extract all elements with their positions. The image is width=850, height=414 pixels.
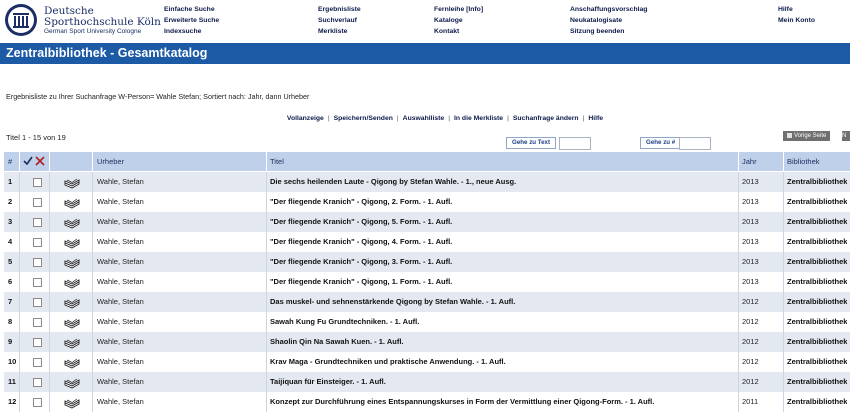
nav-einfache-suche[interactable]: Einfache Suche: [164, 6, 215, 13]
university-logo[interactable]: [4, 3, 164, 37]
row-title-link[interactable]: "Der fliegende Kranich" - Qigong, 5. Form. - 1. Aufl.: [270, 217, 453, 226]
page-title-bar: [0, 43, 850, 64]
row-number: 5: [8, 257, 13, 266]
action-speichern-senden[interactable]: Speichern/Senden: [333, 115, 393, 122]
row-select-checkbox[interactable]: [33, 198, 42, 207]
book-icon[interactable]: [64, 396, 80, 408]
row-number: 7: [8, 297, 13, 306]
row-title-link[interactable]: Krav Maga - Grundtechniken und praktische Anwendung. - 1. Aufl.: [270, 357, 506, 366]
column-author-header[interactable]: Urheber: [97, 157, 125, 166]
book-icon[interactable]: [64, 296, 80, 308]
row-title-link[interactable]: "Der fliegende Kranich" - Qigong, 1. Form. - 1. Aufl.: [270, 277, 453, 286]
results-table-header: [4, 152, 850, 171]
row-number: 6: [8, 277, 13, 286]
row-select-checkbox[interactable]: [33, 278, 42, 287]
row-number: 8: [8, 317, 13, 326]
nav-merkliste[interactable]: Merkliste: [318, 28, 348, 35]
row-title-link[interactable]: "Der fliegende Kranich" - Qigong, 3. Form. - 1. Aufl.: [270, 257, 453, 266]
column-year-header[interactable]: Jahr: [742, 157, 757, 166]
row-year: 2013: [742, 277, 759, 286]
logo-text-line1: Deutsche: [44, 5, 94, 17]
book-icon[interactable]: [64, 316, 80, 328]
row-author: Wahle, Stefan: [97, 237, 144, 246]
select-all-checkmark-icon[interactable]: [23, 156, 33, 166]
nav-mein-konto[interactable]: Mein Konto: [778, 17, 815, 24]
row-author: Wahle, Stefan: [97, 337, 144, 346]
table-row: [4, 272, 850, 292]
table-row: [4, 312, 850, 332]
row-library: Zentralbibliothek: [787, 297, 848, 306]
row-number: 10: [8, 357, 17, 366]
nav-anschaffungsvorschlag[interactable]: Anschaffungsvorschlag: [570, 6, 648, 13]
table-row: [4, 292, 850, 312]
row-title-link[interactable]: Shaolin Qin Na Sawah Kuen. - 1. Aufl.: [270, 337, 404, 346]
next-page-label: N: [842, 133, 847, 139]
row-author: Wahle, Stefan: [97, 277, 144, 286]
row-select-checkbox[interactable]: [33, 218, 42, 227]
row-author: Wahle, Stefan: [97, 317, 144, 326]
row-number: 2: [8, 197, 13, 206]
nav-hilfe[interactable]: Hilfe: [778, 6, 793, 13]
row-year: 2013: [742, 177, 759, 186]
nav-suchverlauf[interactable]: Suchverlauf: [318, 17, 357, 24]
row-author: Wahle, Stefan: [97, 257, 144, 266]
search-query-summary: Ergebnisliste zu Ihrer Suchanfrage W-Person= Wahle Stefan; Sortiert nach: Jahr, dann Urheber: [6, 92, 310, 101]
nav-neukatalogisate[interactable]: Neukatalogisate: [570, 17, 623, 24]
row-author: Wahle, Stefan: [97, 357, 144, 366]
row-author: Wahle, Stefan: [97, 217, 144, 226]
logo-text-line3: German Sport University Cologne: [44, 28, 142, 35]
row-select-checkbox[interactable]: [33, 178, 42, 187]
row-library: Zentralbibliothek: [787, 217, 848, 226]
row-library: Zentralbibliothek: [787, 397, 848, 406]
nav-ergebnisliste[interactable]: Ergebnisliste: [318, 6, 361, 13]
row-year: 2012: [742, 317, 759, 326]
row-library: Zentralbibliothek: [787, 237, 848, 246]
action-suchanfrage-aendern[interactable]: Suchanfrage ändern: [512, 115, 579, 122]
row-title-link[interactable]: "Der fliegende Kranich" - Qigong, 4. Form. - 1. Aufl.: [270, 237, 453, 246]
nav-fernleihe[interactable]: Fernleihe [Info]: [434, 6, 484, 13]
deselect-all-x-icon[interactable]: [35, 156, 45, 166]
row-year: 2013: [742, 217, 759, 226]
book-icon[interactable]: [64, 256, 80, 268]
logo-text-line2: Sporthochschule Köln: [44, 16, 161, 28]
action-auswahlliste[interactable]: Auswahlliste: [402, 115, 445, 122]
column-title-header[interactable]: Titel: [270, 157, 284, 166]
table-row: [4, 392, 850, 412]
nav-indexsuche[interactable]: Indexsuche: [164, 28, 202, 35]
result-actions-bar: Vollanzeige | Speichern/Senden | Auswahlliste | In die Merkliste | Suchanfrage ändern | Hilfe: [286, 115, 604, 122]
row-year: 2013: [742, 237, 759, 246]
book-icon[interactable]: [64, 336, 80, 348]
book-icon[interactable]: [64, 216, 80, 228]
row-library: Zentralbibliothek: [787, 257, 848, 266]
table-row: [4, 332, 850, 352]
row-library: Zentralbibliothek: [787, 277, 848, 286]
row-select-checkbox[interactable]: [33, 338, 42, 347]
row-year: 2013: [742, 257, 759, 266]
row-author: Wahle, Stefan: [97, 397, 144, 406]
row-library: Zentralbibliothek: [787, 197, 848, 206]
book-icon[interactable]: [64, 196, 80, 208]
row-select-checkbox[interactable]: [33, 398, 42, 407]
row-select-checkbox[interactable]: [33, 378, 42, 387]
goto-text-button[interactable]: Gehe zu Text: [506, 137, 556, 149]
nav-kataloge[interactable]: Kataloge: [434, 17, 463, 24]
table-row: [4, 192, 850, 212]
action-hilfe[interactable]: Hilfe: [588, 115, 604, 122]
goto-text-input[interactable]: [559, 137, 591, 150]
result-count: Titel 1 - 15 von 19: [6, 133, 66, 142]
row-number: 12: [8, 397, 17, 406]
row-year: 2012: [742, 337, 759, 346]
row-author: Wahle, Stefan: [97, 177, 144, 186]
row-year: 2012: [742, 357, 759, 366]
book-icon[interactable]: [64, 236, 80, 248]
row-author: Wahle, Stefan: [97, 297, 144, 306]
table-row: [4, 212, 850, 232]
next-page-button[interactable]: [842, 131, 850, 141]
row-select-checkbox[interactable]: [33, 298, 42, 307]
row-title-link[interactable]: Konzept zur Durchführung eines Entspannungskurses in Form der Vermittlung einer Qigong-Form. - 1. Aufl.: [270, 397, 655, 406]
row-year: 2013: [742, 197, 759, 206]
nav-erweiterte-suche[interactable]: Erweiterte Suche: [164, 17, 220, 24]
table-row: [4, 252, 850, 272]
row-title-link[interactable]: Sawah Kung Fu Grundtechniken. - 1. Aufl.: [270, 317, 420, 326]
goto-number-button[interactable]: Gehe zu #: [640, 137, 681, 149]
row-author: Wahle, Stefan: [97, 197, 144, 206]
row-year: 2012: [742, 297, 759, 306]
row-title-link[interactable]: "Der fliegende Kranich" - Qigong, 2. Form. - 1. Aufl.: [270, 197, 453, 206]
page-title: Zentralbibliothek - Gesamtkatalog: [6, 46, 208, 60]
column-library-header[interactable]: Bibliothek: [787, 157, 820, 166]
row-number: 1: [8, 177, 13, 186]
row-title-link[interactable]: Taijiquan für Einsteiger. - 1. Aufl.: [270, 377, 386, 386]
column-number-header: #: [8, 157, 13, 166]
row-library: Zentralbibliothek: [787, 177, 848, 186]
row-select-checkbox[interactable]: [33, 258, 42, 267]
row-select-checkbox[interactable]: [33, 358, 42, 367]
page-icon: [787, 133, 792, 138]
previous-page-label: Vorige Seite: [794, 133, 827, 139]
table-row: [4, 172, 850, 192]
goto-number-input[interactable]: [679, 137, 711, 150]
nav-kontakt[interactable]: Kontakt: [434, 28, 460, 35]
book-icon[interactable]: [64, 176, 80, 188]
row-library: Zentralbibliothek: [787, 377, 848, 386]
row-year: 2012: [742, 377, 759, 386]
previous-page-button[interactable]: [783, 131, 830, 141]
table-row: [4, 372, 850, 392]
row-number: 4: [8, 237, 13, 246]
nav-sitzung-beenden[interactable]: Sitzung beenden: [570, 28, 625, 35]
row-title-link[interactable]: Die sechs heilenden Laute - Qigong by Stefan Wahle. - 1., neue Ausg.: [270, 177, 517, 186]
book-icon[interactable]: [64, 276, 80, 288]
columns-emblem-icon: [4, 3, 38, 37]
row-title-link[interactable]: Das muskel- und sehnenstärkende Qigong by Stefan Wahle. - 1. Aufl.: [270, 297, 516, 306]
action-in-die-merkliste[interactable]: In die Merkliste: [453, 115, 504, 122]
book-icon[interactable]: [64, 356, 80, 368]
row-library: Zentralbibliothek: [787, 357, 848, 366]
row-number: 11: [8, 377, 16, 386]
table-row: [4, 352, 850, 372]
row-author: Wahle, Stefan: [97, 377, 144, 386]
row-year: 2011: [742, 397, 759, 406]
row-library: Zentralbibliothek: [787, 317, 848, 326]
row-library: Zentralbibliothek: [787, 337, 848, 346]
row-select-checkbox[interactable]: [33, 318, 42, 327]
table-row: [4, 232, 850, 252]
row-number: 9: [8, 337, 13, 346]
action-vollanzeige[interactable]: Vollanzeige: [286, 115, 324, 122]
book-icon[interactable]: [64, 376, 80, 388]
row-select-checkbox[interactable]: [33, 238, 42, 247]
row-number: 3: [8, 217, 13, 226]
